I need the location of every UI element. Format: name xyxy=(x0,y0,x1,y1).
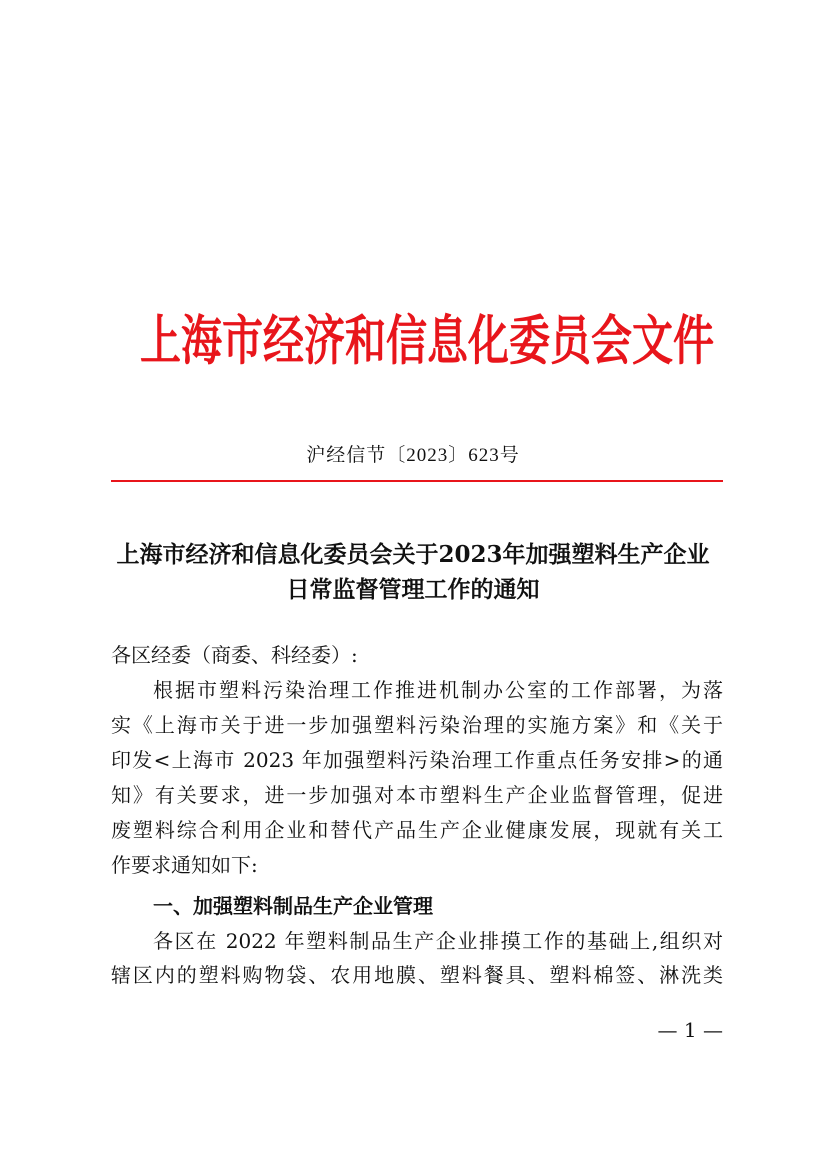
organization-title: 上海市经济和信息化委员会文件 xyxy=(140,309,714,373)
paragraph-line: 知》有关要求，进一步加强对本市塑料生产企业监督管理，促进 xyxy=(111,783,723,807)
paragraph-line: 废塑料综合利用企业和替代产品生产企业健康发展，现就有关工 xyxy=(111,818,723,842)
paragraph-line: 辖区内的塑料购物袋、农用地膜、塑料餐具、塑料棉签、淋洗类 xyxy=(111,963,723,987)
salutation: 各区经委（商委、科经委）: xyxy=(111,643,358,667)
page-number: — 1 — xyxy=(657,1018,723,1042)
paragraph-line: 作要求通知如下: xyxy=(111,853,258,877)
red-divider xyxy=(111,480,723,482)
paragraph-line: 实《上海市关于进一步加强塑料污染治理的实施方案》和《关于 xyxy=(111,713,723,737)
paragraph-line: 印发<上海市 2023 年加强塑料污染治理工作重点任务安排>的通 xyxy=(111,748,723,772)
document-title-line-1: 上海市经济和信息化委员会关于2023年加强塑料生产企业 xyxy=(116,541,710,568)
document-number: 沪经信节〔2023〕623号 xyxy=(306,445,520,466)
document-title-line-2: 日常监督管理工作的通知 xyxy=(286,576,540,603)
paragraph-line: 根据市塑料污染治理工作推进机制办公室的工作部署，为落 xyxy=(153,678,723,702)
paragraph-line: 各区在 2022 年塑料制品生产企业排摸工作的基础上,组织对 xyxy=(153,929,723,953)
section-heading: 一、加强塑料制品生产企业管理 xyxy=(153,894,433,918)
